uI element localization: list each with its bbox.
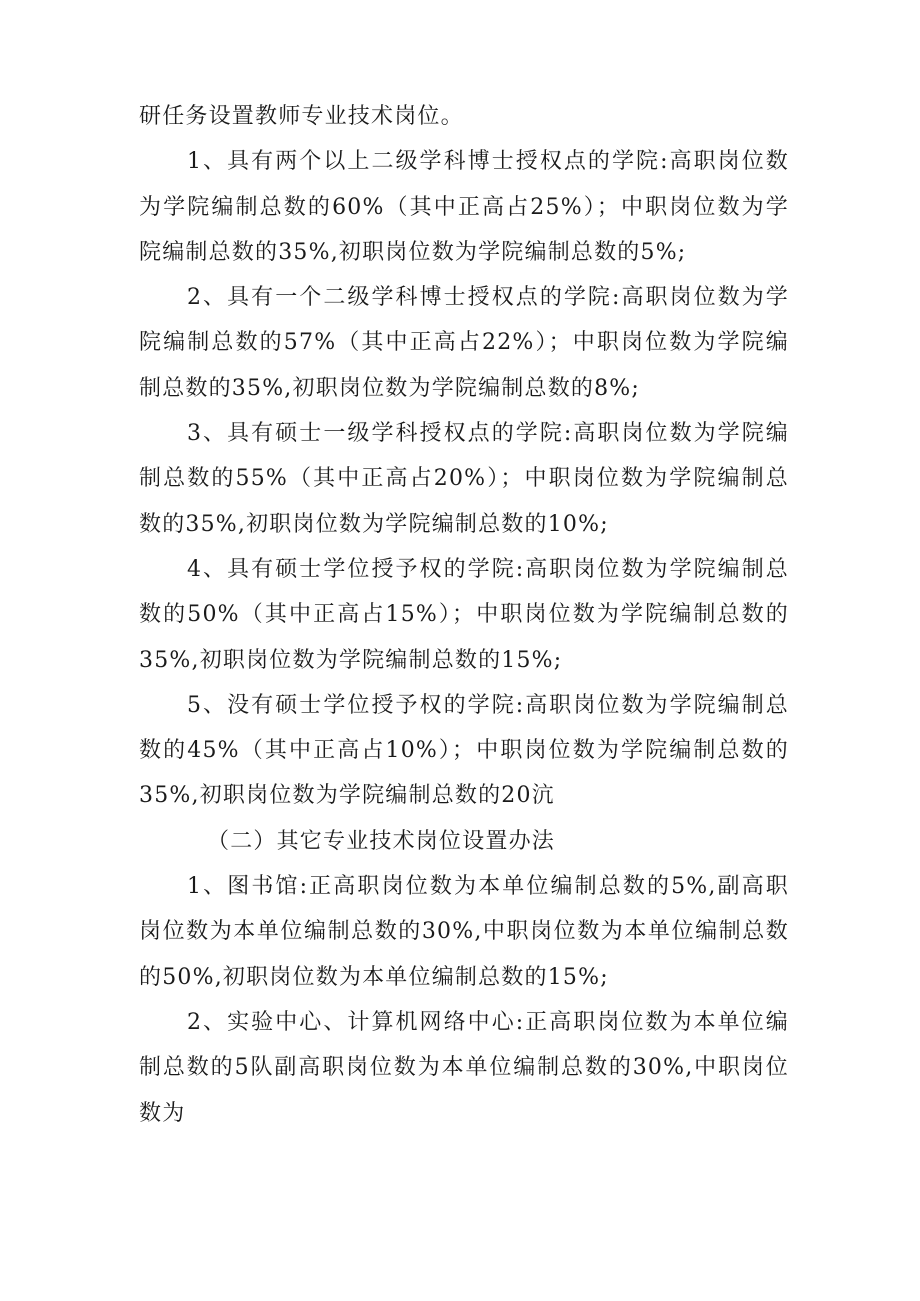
- paragraph-lab-center: 2、实验中心、计算机网络中心:正高职岗位数为本单位编制总数的5队副高职岗位数为本单位编制总数的30%,中职岗位数为: [139, 1009, 789, 1126]
- document-body: [139, 94, 789, 1136]
- section-heading: （二）其它专业技术岗位设置办法: [207, 828, 556, 854]
- paragraph-item-4: 4、具有硕士学位授予权的学院:高职岗位数为学院编制总数的50%（其中正高占15%）；中职岗位数为学院编制总数的35%,初职岗位数为学院编制总数的15%;: [139, 556, 789, 673]
- paragraph-item-1: 1、具有两个以上二级学科博士授权点的学院:高职岗位数为学院编制总数的60%（其中正高占25%）；中职岗位数为学院编制总数的35%,初职岗位数为学院编制总数的5%;: [139, 149, 789, 265]
- paragraph-continuation: 研任务设置教师专业技术岗位。: [139, 104, 464, 129]
- paragraph-item-2: 2、具有一个二级学科博士授权点的学院:高职岗位数为学院编制总数的57%（其中正高占22%）；中职岗位数为学院编制总数的35%,初职岗位数为学院编制总数的8%;: [139, 285, 789, 401]
- paragraph-library: 1、图书馆:正高职岗位数为本单位编制总数的5%,副高职岗位数为本单位编制总数的30%,中职岗位数为本单位编制总数的50%,初职岗位数为本单位编制总数的15%;: [139, 874, 789, 990]
- paragraph-item-5: 5、没有硕士学位授予权的学院:高职岗位数为学院编制总数的45%（其中正高占10%）；中职岗位数为学院编制总数的35%,初职岗位数为学院编制总数的20沆: [139, 692, 789, 809]
- paragraph-item-3: 3、具有硕士一级学科授权点的学院:高职岗位数为学院编制总数的55%（其中正高占20%）；中职岗位数为学院编制总数的35%,初职岗位数为学院编制总数的10%;: [139, 421, 789, 537]
